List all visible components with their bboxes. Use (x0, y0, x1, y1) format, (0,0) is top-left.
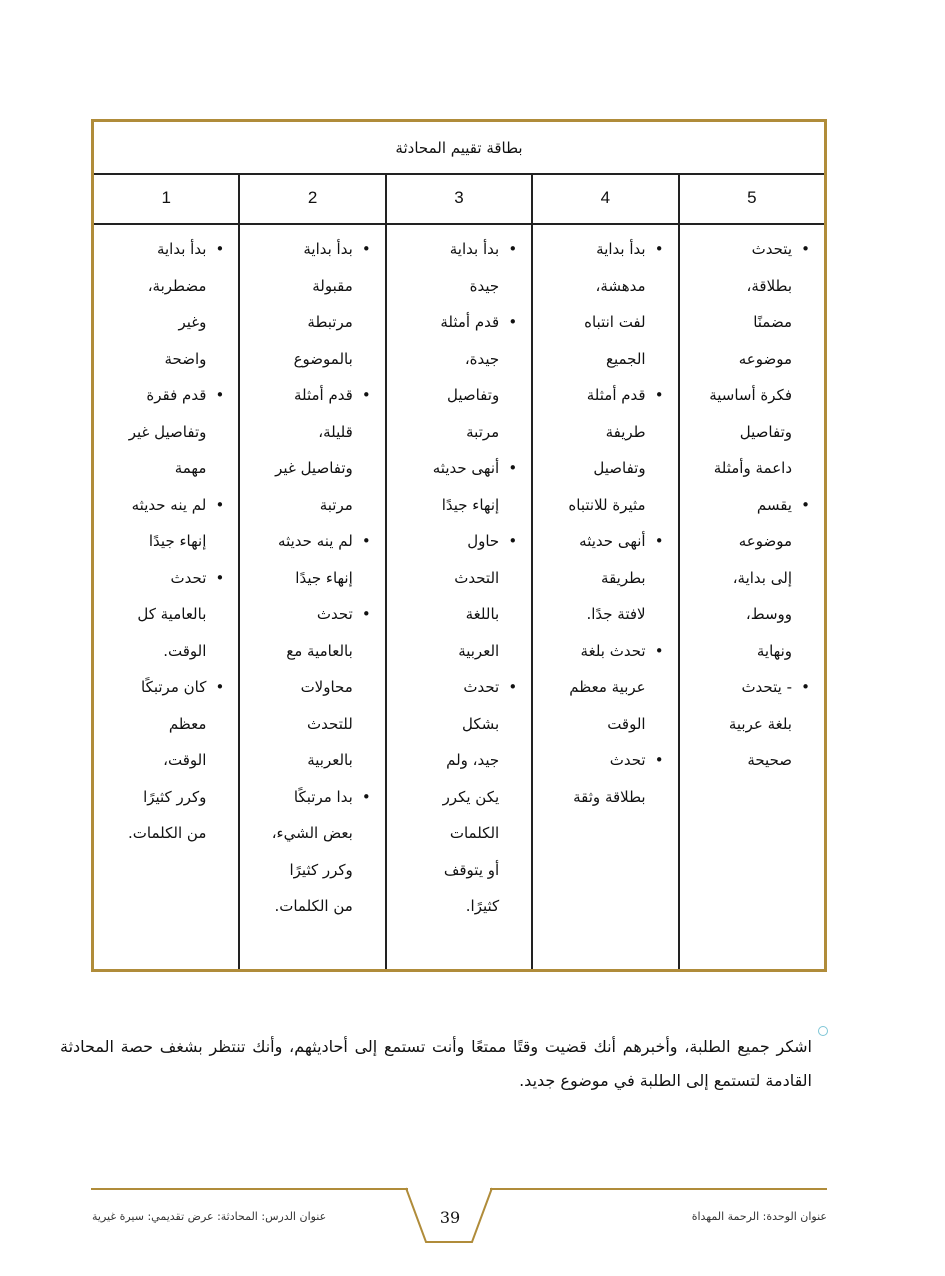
criterion-item: • تحدث بشكل جيد، ولم يكن يكرر الكلمات أو يتوقف كثيرًا. (395, 669, 517, 925)
score-header-1: 1 (161, 188, 171, 207)
footer-rule-left (91, 1188, 408, 1190)
criterion-item: • بدأ بداية مقبولة مرتبطة بالموضوع (248, 231, 370, 377)
rubric-title: بطاقة تقييم المحادثة (94, 122, 824, 175)
rubric-body-row (94, 223, 824, 969)
criterion-item: • تحدث بطلاقة وثقة (541, 742, 663, 815)
criteria-column-5 (678, 223, 824, 969)
criterion-item: • قدم أمثلة قليلة، وتفاصيل غير مرتبة (248, 377, 370, 523)
criterion-item: • قدم أمثلة طريفة وتفاصيل مثيرة للانتباه (541, 377, 663, 523)
criterion-item: • بدأ بداية مدهشة، لفت انتباه الجميع (541, 231, 663, 377)
footer-rule-right (490, 1188, 827, 1190)
criterion-item: • - يتحدث بلغة عربية صحيحة (688, 669, 810, 779)
criterion-item: • حاول التحدث باللغة العربية (395, 523, 517, 669)
criterion-item: • أنهى حديثه بطريقة لافتة جدًا. (541, 523, 663, 633)
criteria-column-1 (94, 223, 238, 969)
criterion-item: • لم ينه حديثه إنهاء جيدًا (102, 487, 224, 560)
criteria-column-3 (385, 223, 531, 969)
criterion-item: • بدأ بداية مضطربة، وغير واضحة (102, 231, 224, 377)
criterion-item: • قدم أمثلة جيدة، وتفاصيل مرتبة (395, 304, 517, 450)
score-header-3: 3 (385, 173, 531, 223)
rubric-table (91, 119, 827, 972)
score-header-4: 4 (531, 173, 677, 223)
criterion-item: • تحدث بلغة عربية معظم الوقت (541, 633, 663, 743)
teacher-note: اشكر جميع الطلبة، وأخبرهم أنك قضيت وقتًا ممتعًا وأنت تستمع إلى أحاديثهم، وأنك تنتظر بشغف حصة المحادثة القادمة لتستمع إلى الطلبة في موضوع جديد. (60, 1037, 812, 1090)
criterion-item: • تحدث بالعامية كل الوقت. (102, 560, 224, 670)
criterion-item: • لم ينه حديثه إنهاء جيدًا (248, 523, 370, 596)
score-header-5: 5 (678, 173, 824, 223)
unit-title: عنوان الوحدة: الرحمة المهداة (691, 1210, 827, 1223)
circle-bullet-icon (818, 1026, 828, 1036)
page-number: 39 (439, 1208, 461, 1227)
criterion-item: • يقسم موضوعه إلى بداية، ووسط، ونهاية (688, 487, 810, 670)
criteria-column-4 (531, 223, 677, 969)
criterion-item: • بدأ بداية جيدة (395, 231, 517, 304)
criterion-item: • يتحدث بطلاقة، مضمنًا موضوعه فكرة أساسية وتفاصيل داعمة وأمثلة (688, 231, 810, 487)
criterion-item: • قدم فقرة وتفاصيل غير مهمة (102, 377, 224, 487)
rubric-header-row (94, 173, 824, 225)
score-header-2: 2 (238, 173, 384, 223)
criterion-item: • كان مرتبكًا معظم الوقت، وكرر كثيرًا من الكلمات. (102, 669, 224, 852)
criterion-item: • أنهى حديثه إنهاء جيدًا (395, 450, 517, 523)
criterion-item: • تحدث بالعامية مع محاولات للتحدث بالعربية (248, 596, 370, 779)
criteria-column-2 (238, 223, 384, 969)
criterion-item: • بدا مرتبكًا بعض الشيء، وكرر كثيرًا من الكلمات. (248, 779, 370, 925)
lesson-title: عنوان الدرس: المحادثة: عرض تقديمي: سيرة غيرية (92, 1210, 327, 1223)
